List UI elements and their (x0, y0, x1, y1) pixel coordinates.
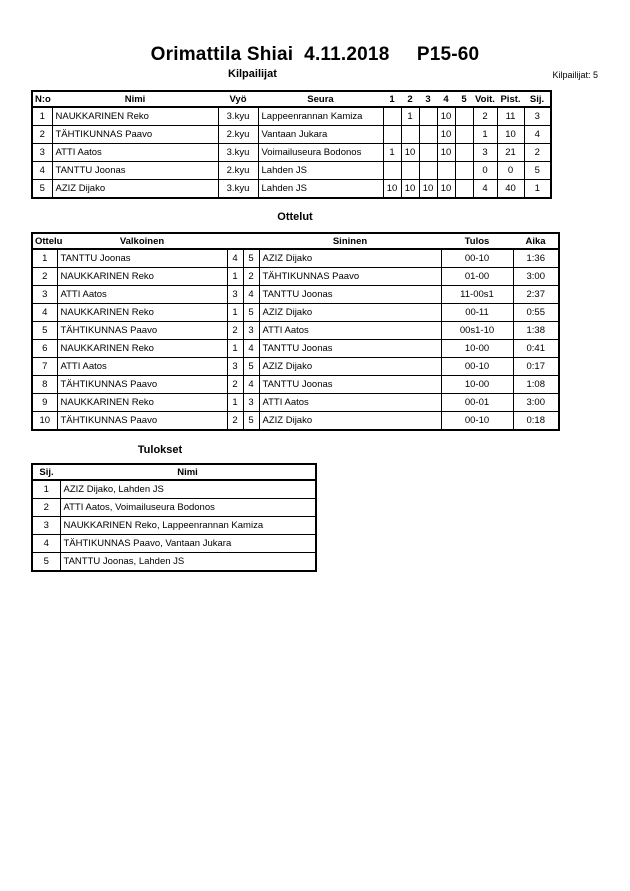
table-row (32, 126, 551, 144)
table-cell: 4 (32, 535, 60, 553)
table-cell: 0:18 (513, 412, 559, 431)
table-row (32, 499, 316, 517)
table-cell: 3 (227, 358, 243, 376)
table-row (32, 340, 559, 358)
table-cell: 00-10 (441, 358, 513, 376)
table-cell: 3.kyu (218, 180, 258, 199)
table-cell (455, 162, 473, 180)
table-cell: 0:17 (513, 358, 559, 376)
table-cell (419, 126, 437, 144)
table-cell: 2 (227, 322, 243, 340)
table-cell: AZIZ Dijako (259, 358, 441, 376)
table-cell (401, 126, 419, 144)
table-cell: 4 (227, 249, 243, 268)
table-cell: TÄHTIKUNNAS Paavo (57, 322, 227, 340)
competitors-table (31, 90, 552, 199)
column-header (227, 233, 243, 249)
table-cell: 2.kyu (218, 162, 258, 180)
table-cell: ATTI Aatos (259, 394, 441, 412)
table-cell: 1 (473, 126, 497, 144)
table-cell: 3 (524, 107, 551, 126)
table-cell: 5 (32, 553, 60, 572)
table-cell: 5 (32, 322, 57, 340)
column-header: Sininen (259, 233, 441, 249)
table-cell: 2 (32, 126, 52, 144)
table-cell: 7 (32, 358, 57, 376)
table-cell: 01-00 (441, 268, 513, 286)
table-cell: 00s1-10 (441, 322, 513, 340)
table-cell (401, 162, 419, 180)
table-cell: ATTI Aatos (57, 358, 227, 376)
table-cell: NAUKKARINEN Reko (57, 394, 227, 412)
table-cell: 10 (437, 144, 455, 162)
table-cell: ATTI Aatos (57, 286, 227, 304)
table-cell: TÄHTIKUNNAS Paavo, Vantaan Jukara (60, 535, 316, 553)
table-cell: TÄHTIKUNNAS Paavo (57, 412, 227, 431)
table-row (32, 162, 551, 180)
table-cell: 5 (243, 249, 259, 268)
competitors-heading: Kilpailijat (228, 68, 277, 80)
table-cell: 10 (497, 126, 524, 144)
column-header: 1 (383, 91, 401, 107)
table-cell: 0 (473, 162, 497, 180)
table-cell: 0 (497, 162, 524, 180)
table-cell: 11 (497, 107, 524, 126)
table-cell: TANTTU Joonas (52, 162, 218, 180)
table-row (32, 412, 559, 431)
table-cell: 2.kyu (218, 126, 258, 144)
table-cell: 5 (243, 412, 259, 431)
column-header: Nimi (60, 464, 316, 480)
table-cell: 3 (32, 144, 52, 162)
column-header: 5 (455, 91, 473, 107)
table-cell: 1 (32, 107, 52, 126)
table-cell: 10 (401, 180, 419, 199)
column-header: Ottelu (32, 233, 57, 249)
column-header: Pist. (497, 91, 524, 107)
table-cell: 1:38 (513, 322, 559, 340)
table-cell: 10 (32, 412, 57, 431)
table-cell (383, 126, 401, 144)
table-row (32, 358, 559, 376)
table-cell: ATTI Aatos, Voimailuseura Bodonos (60, 499, 316, 517)
table-cell: TÄHTIKUNNAS Paavo (52, 126, 218, 144)
table-row (32, 249, 559, 268)
table-cell: 1 (32, 249, 57, 268)
column-header: Valkoinen (57, 233, 227, 249)
page-title: Orimattila Shiai 4.11.2018 P15-60 (150, 44, 480, 65)
table-cell: 11-00s1 (441, 286, 513, 304)
table-cell: 00-10 (441, 412, 513, 431)
table-cell: 3:00 (513, 394, 559, 412)
table-cell: Lappeenrannan Kamiza (258, 107, 383, 126)
matches-table (31, 232, 560, 431)
matches-heading: Ottelut (277, 211, 313, 223)
table-cell: TANTTU Joonas (259, 286, 441, 304)
table-cell: 10-00 (441, 376, 513, 394)
table-row (32, 304, 559, 322)
table-cell: NAUKKARINEN Reko (52, 107, 218, 126)
table-cell: Lahden JS (258, 180, 383, 199)
table-cell: 00-11 (441, 304, 513, 322)
table-cell: 1 (32, 480, 60, 499)
table-cell: 2 (227, 376, 243, 394)
table-cell: 3:00 (513, 268, 559, 286)
table-row (32, 144, 551, 162)
column-header: N:o (32, 91, 52, 107)
table-cell (455, 180, 473, 199)
table-cell: 4 (524, 126, 551, 144)
column-header: Sij. (32, 464, 60, 480)
table-cell: NAUKKARINEN Reko (57, 340, 227, 358)
column-header: 3 (419, 91, 437, 107)
table-cell: 4 (243, 286, 259, 304)
table-cell: 2 (243, 268, 259, 286)
table-row (32, 535, 316, 553)
column-header: Aika (513, 233, 559, 249)
table-cell: NAUKKARINEN Reko (57, 268, 227, 286)
table-cell: 10 (401, 144, 419, 162)
table-cell: TANTTU Joonas (57, 249, 227, 268)
table-cell: 1 (227, 304, 243, 322)
table-cell: 5 (524, 162, 551, 180)
table-cell: AZIZ Dijako (259, 304, 441, 322)
table-cell: 00-01 (441, 394, 513, 412)
table-cell: Voimailuseura Bodonos (258, 144, 383, 162)
table-cell: 1:36 (513, 249, 559, 268)
table-cell: 5 (243, 358, 259, 376)
table-cell: 1 (227, 340, 243, 358)
table-row (32, 107, 551, 126)
table-cell: 0:55 (513, 304, 559, 322)
table-cell: 40 (497, 180, 524, 199)
table-cell: 0:41 (513, 340, 559, 358)
column-header: 4 (437, 91, 455, 107)
table-row (32, 480, 316, 499)
table-cell: 9 (32, 394, 57, 412)
table-cell: AZIZ Dijako (259, 249, 441, 268)
table-cell: Vantaan Jukara (258, 126, 383, 144)
column-header: Vyö (218, 91, 258, 107)
table-cell (437, 162, 455, 180)
table-cell: 10 (383, 180, 401, 199)
table-cell: 10-00 (441, 340, 513, 358)
table-row (32, 286, 559, 304)
table-cell: 3 (32, 517, 60, 535)
table-cell: 5 (32, 180, 52, 199)
table-cell (419, 107, 437, 126)
table-cell: 4 (243, 340, 259, 358)
table-cell: 4 (243, 376, 259, 394)
table-cell: 10 (437, 180, 455, 199)
table-cell: 4 (32, 304, 57, 322)
table-cell: 4 (32, 162, 52, 180)
table-cell: 10 (419, 180, 437, 199)
table-cell: 4 (473, 180, 497, 199)
results-heading: Tulokset (137, 444, 183, 456)
table-cell: 3.kyu (218, 144, 258, 162)
table-row (32, 268, 559, 286)
table-cell: ATTI Aatos (52, 144, 218, 162)
table-cell: 5 (243, 304, 259, 322)
table-cell: 2 (32, 268, 57, 286)
table-cell: 3 (243, 322, 259, 340)
table-row (32, 553, 316, 572)
column-header: Tulos (441, 233, 513, 249)
table-cell: 2 (227, 412, 243, 431)
table-cell: 00-10 (441, 249, 513, 268)
table-cell: AZIZ Dijako (52, 180, 218, 199)
table-cell: 1 (401, 107, 419, 126)
table-row (32, 394, 559, 412)
table-cell (455, 107, 473, 126)
table-cell: ATTI Aatos (259, 322, 441, 340)
column-header: Nimi (52, 91, 218, 107)
table-cell: 1 (227, 268, 243, 286)
table-cell (383, 107, 401, 126)
table-cell: 10 (437, 126, 455, 144)
table-cell (455, 144, 473, 162)
table-cell (455, 126, 473, 144)
table-cell: 1 (524, 180, 551, 199)
table-cell: TANTTU Joonas (259, 376, 441, 394)
table-cell: 3 (473, 144, 497, 162)
table-cell: 2 (473, 107, 497, 126)
table-row (32, 376, 559, 394)
table-cell: 1 (383, 144, 401, 162)
column-header: Sij. (524, 91, 551, 107)
table-cell: 2:37 (513, 286, 559, 304)
table-cell: 21 (497, 144, 524, 162)
column-header: Voit. (473, 91, 497, 107)
results-table (31, 463, 317, 572)
table-cell: AZIZ Dijako, Lahden JS (60, 480, 316, 499)
table-row (32, 517, 316, 535)
competitor-count: Kilpailijat: 5 (552, 70, 598, 80)
table-cell: 6 (32, 340, 57, 358)
table-cell: 3 (227, 286, 243, 304)
table-cell: 1:08 (513, 376, 559, 394)
table-cell: 3 (243, 394, 259, 412)
table-cell: TANTTU Joonas (259, 340, 441, 358)
table-cell: AZIZ Dijako (259, 412, 441, 431)
table-cell: 8 (32, 376, 57, 394)
table-cell (383, 162, 401, 180)
table-cell: 10 (437, 107, 455, 126)
table-cell: Lahden JS (258, 162, 383, 180)
table-cell: 1 (227, 394, 243, 412)
table-cell: 3 (32, 286, 57, 304)
table-row (32, 180, 551, 199)
table-cell (419, 162, 437, 180)
table-cell: TÄHTIKUNNAS Paavo (57, 376, 227, 394)
table-cell: NAUKKARINEN Reko (57, 304, 227, 322)
table-cell: TANTTU Joonas, Lahden JS (60, 553, 316, 572)
column-header (243, 233, 259, 249)
table-cell: 3.kyu (218, 107, 258, 126)
table-cell: 2 (524, 144, 551, 162)
table-cell: TÄHTIKUNNAS Paavo (259, 268, 441, 286)
table-cell (419, 144, 437, 162)
column-header: 2 (401, 91, 419, 107)
table-cell: 2 (32, 499, 60, 517)
table-row (32, 322, 559, 340)
table-cell: NAUKKARINEN Reko, Lappeenrannan Kamiza (60, 517, 316, 535)
column-header: Seura (258, 91, 383, 107)
